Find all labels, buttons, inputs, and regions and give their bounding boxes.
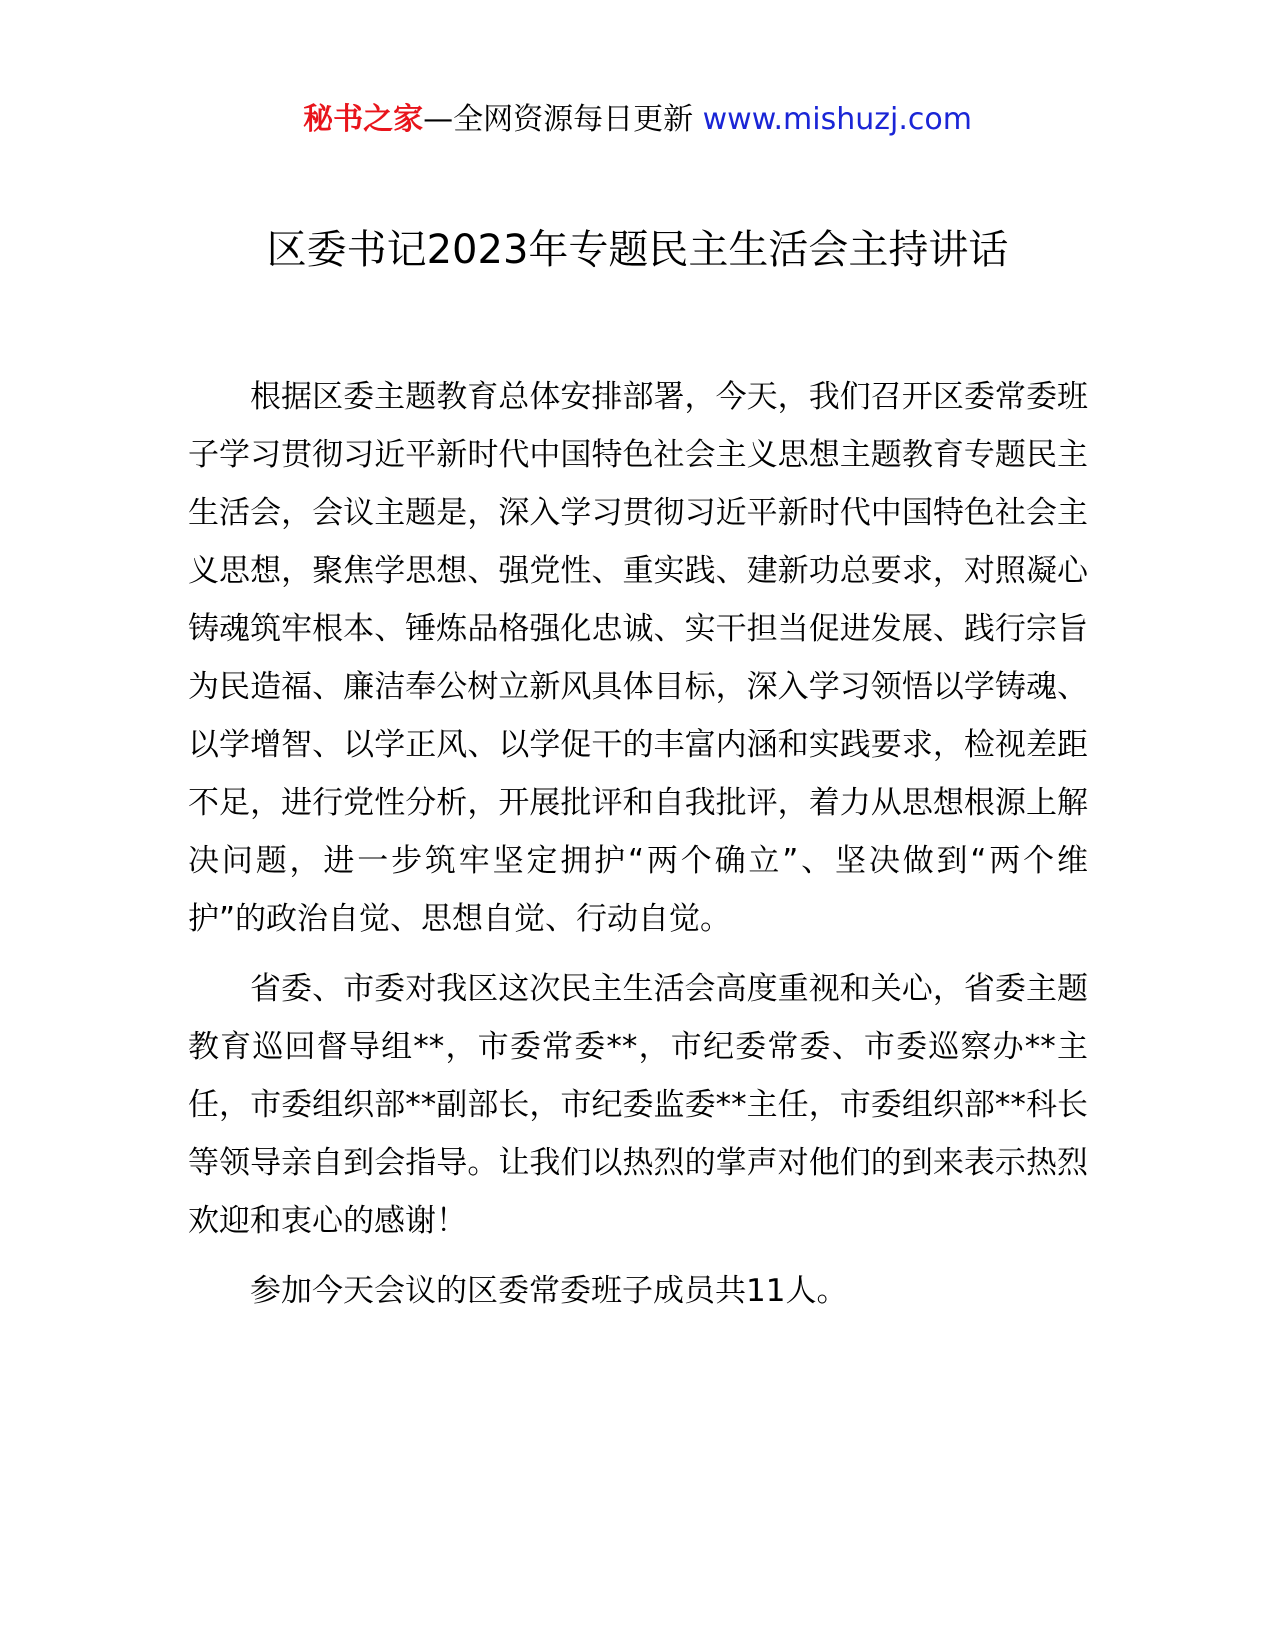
header-tagline: —全网资源每日更新 — [423, 102, 703, 137]
brand-name: 秘书之家 — [303, 102, 424, 137]
paragraph-2: 省委、市委对我区这次民主生活会高度重视和关心，省委主题教育巡回督导组**，市委常委**，市纪委常委、市委巡察办**主任，市委组织部**副部长，市纪委监委**主任，市委组织部**科长等领导亲自到会指导。让我们以热烈的掌声对他们的到来表示热烈欢迎和衷心的感谢！ — [188, 971, 1088, 1239]
document-body — [188, 368, 1088, 1332]
document-title: 区委书记2023年专题民主生活会主持讲话 — [266, 227, 1009, 273]
paragraph-1: 根据区委主题教育总体安排部署，今天，我们召开区委常委班子学习贯彻习近平新时代中国特色社会主义思想主题教育专题民主生活会，会议主题是，深入学习贯彻习近平新时代中国特色社会主义思想，聚焦学思想、强党性、重实践、建新功总要求，对照凝心铸魂筑牢根本、锤炼品格强化忠诚、实干担当促进发展、践行宗旨为民造福、廉洁奉公树立新风具体目标，深入学习领悟以学铸魂、以学增智、以学正风、以学促干的丰富内涵和实践要求，检视差距不足，进行党性分析，开展批评和自我批评，着力从思想根源上解决问题，进一步筑牢坚定拥护“两个确立”、坚决做到“两个维护”的政治自觉、思想自觉、行动自觉。 — [188, 379, 1088, 937]
paragraph-3: 参加今天会议的区委常委班子成员共11人。 — [250, 1273, 848, 1309]
site-url-link[interactable]: www.mishuzj.com — [702, 102, 972, 137]
site-header — [0, 98, 1275, 142]
